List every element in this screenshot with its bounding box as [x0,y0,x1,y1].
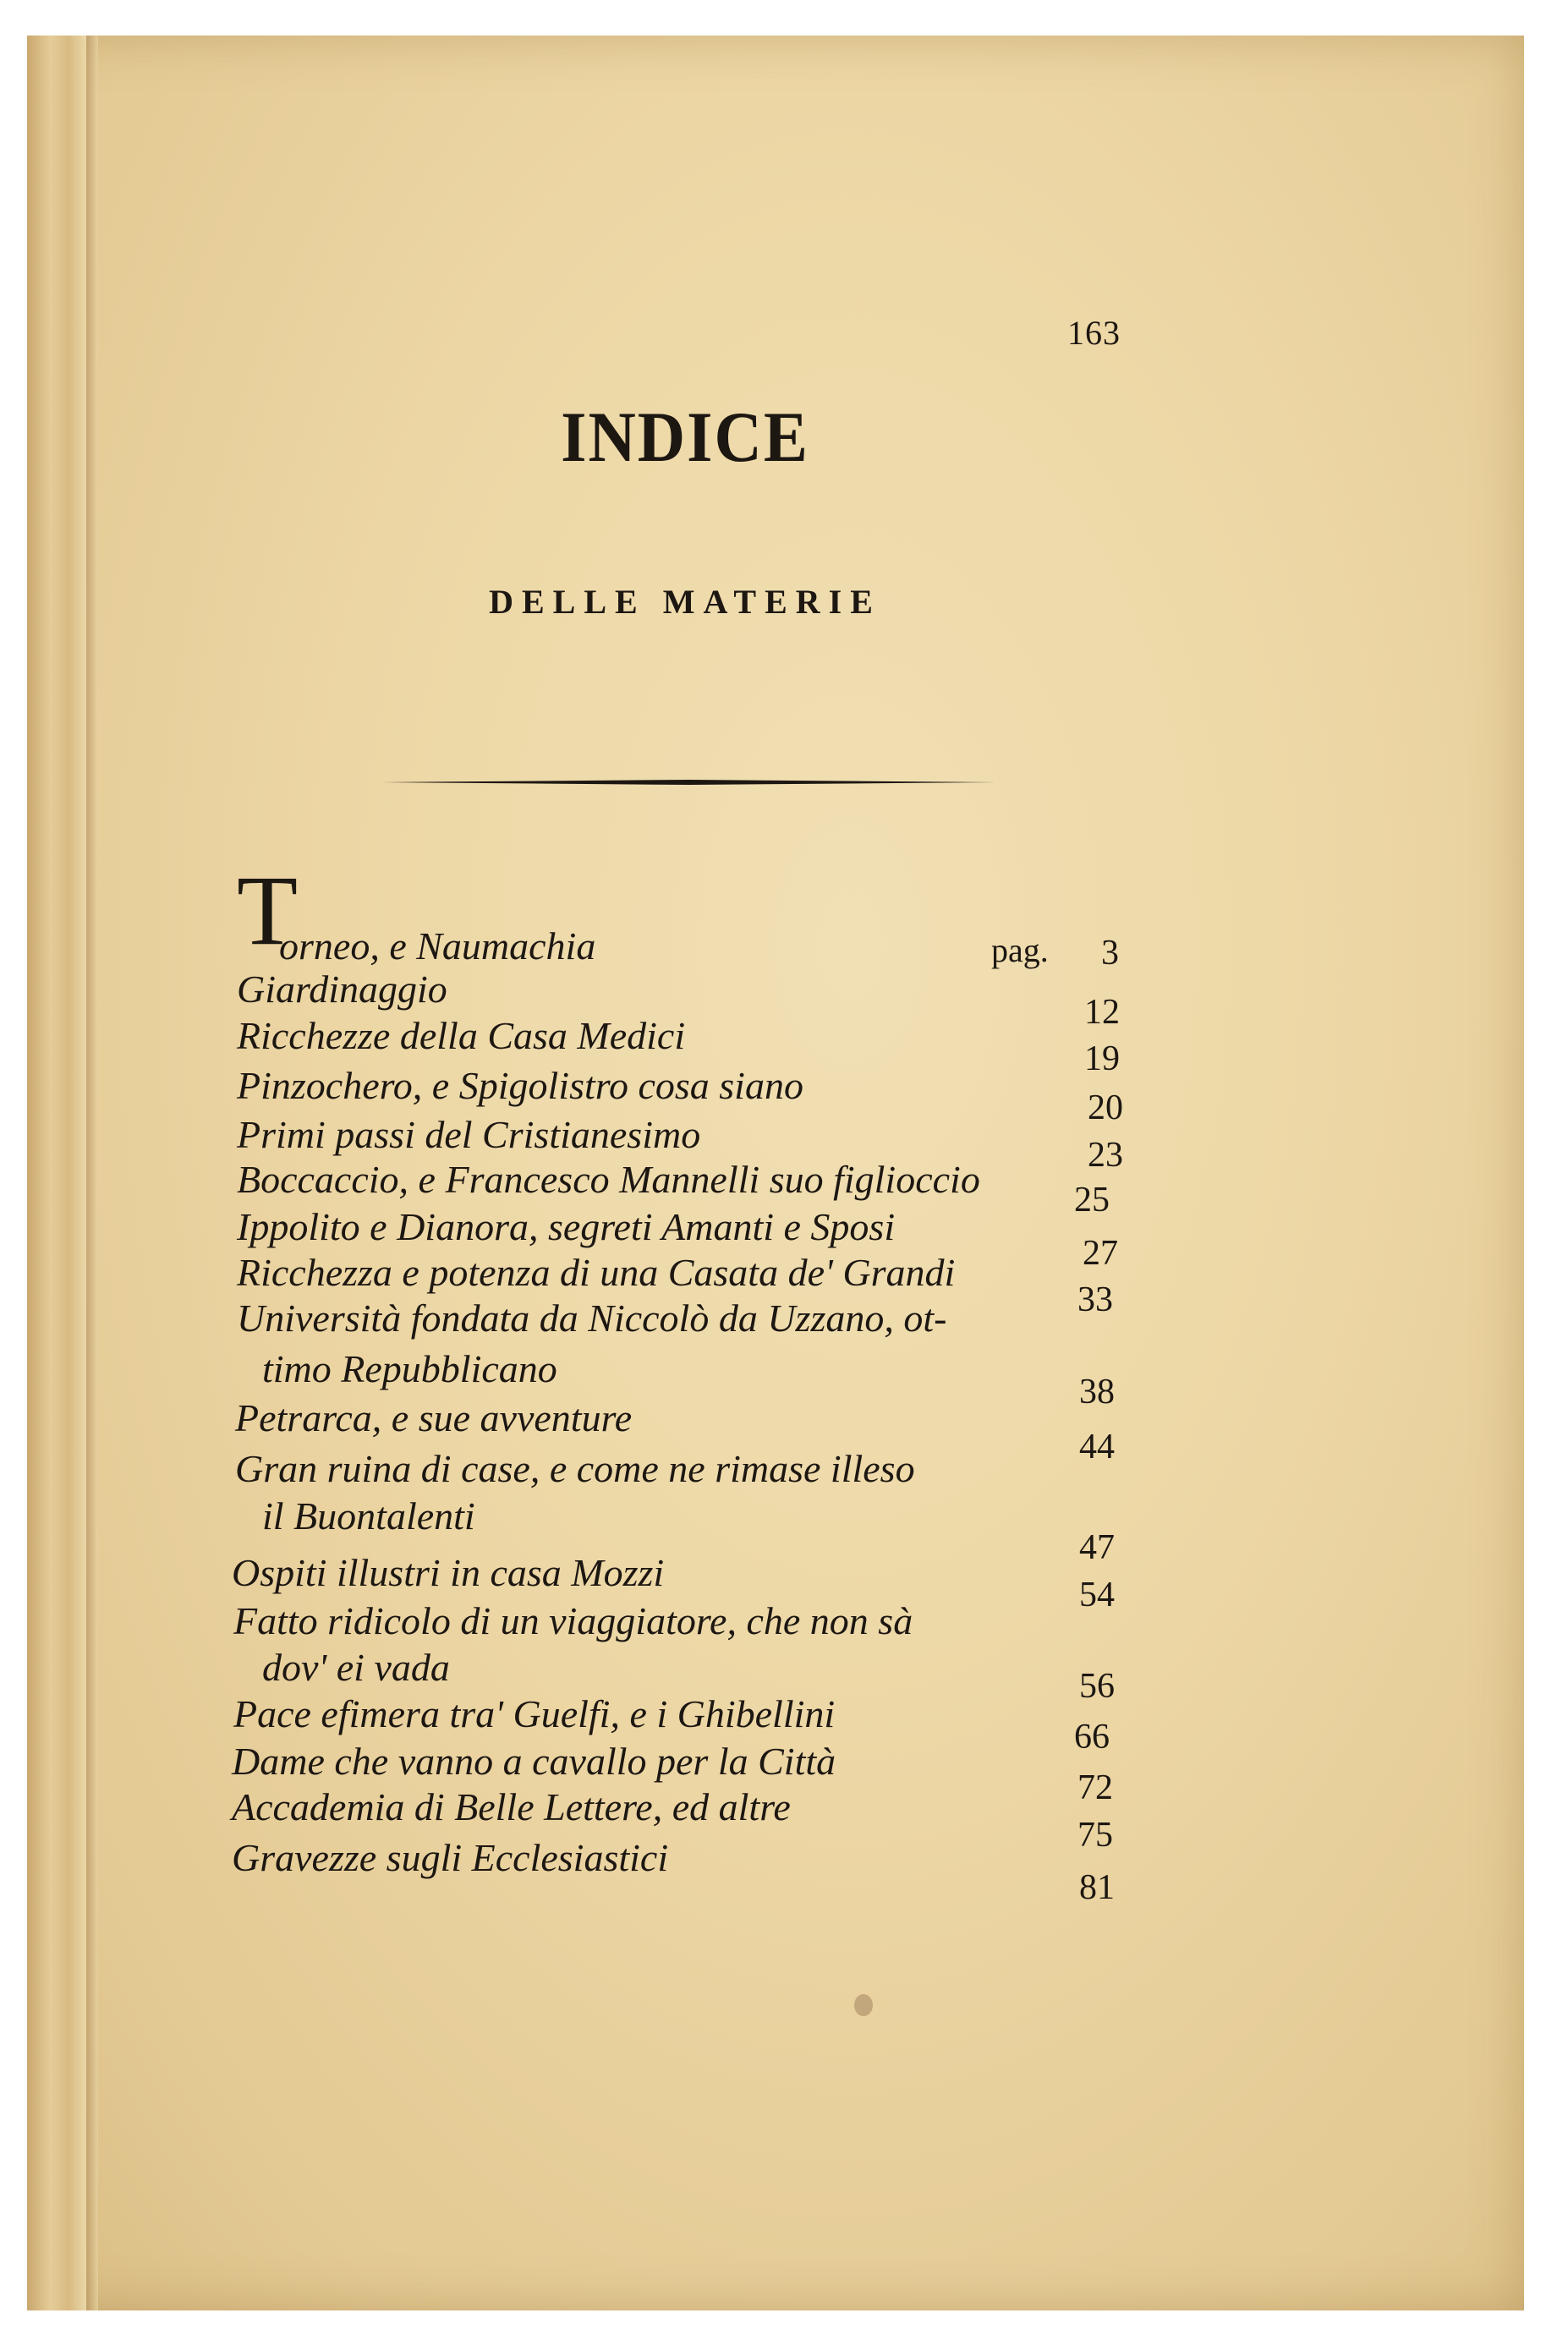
toc-entry-title-continued: dov' ei vada [262,1646,450,1689]
toc-entry-title: Accademia di Belle Lettere, ed altre [232,1785,791,1828]
toc-entry-page: 19 [1084,1039,1120,1078]
toc-entry-page: 20 [1088,1088,1123,1127]
toc-entry-title: orneo, e Naumachia [279,924,596,967]
toc-entry-page: 3 [1101,934,1119,973]
page-title: INDICE [561,397,809,477]
toc-entry-title-continued: timo Repubblicano [262,1347,557,1390]
toc-entry-page: 81 [1079,1868,1115,1907]
toc-entry-page: 54 [1079,1576,1115,1614]
toc-entry-title: Gran ruina di case, e come ne rimase illeso [235,1447,915,1490]
toc-entry-page: 12 [1084,993,1120,1032]
toc-entry-title: Ospiti illustri in casa Mozzi [232,1551,665,1594]
toc-entry-page: 44 [1079,1428,1115,1466]
toc-entry-title: Boccaccio, e Francesco Mannelli suo figlioccio [237,1158,980,1201]
toc-entry-title: Pinzochero, e Spigolistro cosa siano [237,1064,803,1107]
page-number: 163 [1067,314,1121,352]
toc-entry-title: Petrarca, e sue avventure [235,1396,633,1439]
toc-entry-title: Primi passi del Cristianesimo [237,1113,701,1156]
toc-entry-title: Pace efimera tra' Guelfi, e i Ghibellini [233,1692,836,1735]
toc-entry-title: Fatto ridicolo di un viaggiatore, che non sà [233,1599,913,1642]
toc-entry-page: 27 [1083,1234,1118,1273]
toc-entry-title-continued: il Buontalenti [262,1494,475,1538]
toc-entry-page: 25 [1074,1181,1110,1220]
drop-cap: T [237,855,299,966]
toc-entry-title: Ricchezze della Casa Medici [237,1014,686,1057]
ink-stain [854,1994,873,2016]
toc-entry-page: 72 [1077,1768,1113,1807]
toc-entry-page: 38 [1079,1373,1115,1411]
toc-entry-page: 33 [1077,1280,1113,1319]
toc-entry-page: 23 [1088,1136,1123,1175]
toc-entry-page: 56 [1079,1667,1115,1706]
toc-entry-title: Gravezze sugli Ecclesiastici [232,1836,669,1879]
toc-entry-page: 75 [1077,1816,1113,1855]
page-label: pag. [991,931,1049,969]
toc-entry-title: Ricchezza e potenza di una Casata de' Grandi [237,1251,956,1294]
toc-entry-title: Ippolito e Dianora, segreti Amanti e Sposi [237,1205,896,1248]
toc-entry-title: Dame che vanno a cavallo per la Città [232,1740,836,1783]
toc-entry-page: 66 [1074,1718,1110,1757]
toc-entry-page: 47 [1079,1528,1115,1567]
toc-entry-title: Giardinaggio [237,967,447,1011]
toc-entry-title: Università fondata da Niccolò da Uzzano, ot- [237,1296,947,1340]
page-subtitle: DELLE MATERIE [489,583,881,621]
